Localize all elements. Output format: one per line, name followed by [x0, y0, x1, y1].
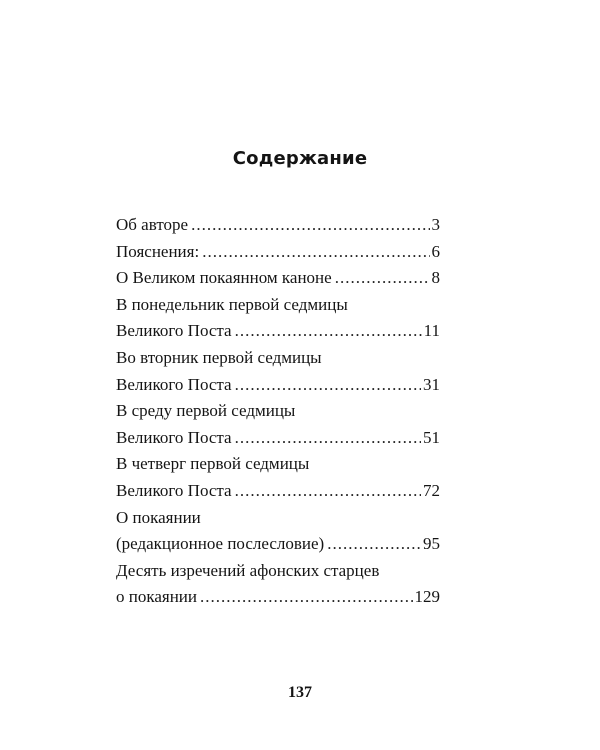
toc-entry-title-continued: Великого Поста [116, 427, 232, 447]
toc-entry-explanations [116, 239, 440, 266]
toc-entry-thursday [116, 451, 440, 504]
page-number: 137 [288, 684, 312, 701]
toc-entry-page: 3 [431, 215, 440, 234]
toc-entry-page: 11 [423, 321, 440, 341]
toc-entry-page: 95 [423, 534, 440, 554]
toc-entry-page: 72 [423, 480, 440, 500]
toc-entry-page: 31 [423, 374, 440, 394]
toc-entry-page: 6 [431, 241, 440, 261]
dot-leader [335, 265, 430, 292]
toc-entry-title-continued: о покаянии [116, 587, 198, 607]
toc-entry-great-canon [116, 265, 440, 292]
toc-entry-on-repentance [116, 505, 440, 558]
toc-entry-title-continued: Великого Поста [116, 374, 232, 394]
toc-entry-title: В понедельник первой седмицы [116, 294, 348, 314]
toc-entry-page: 129 [414, 587, 440, 607]
toc-entry-about-author [116, 212, 440, 239]
table-of-contents [116, 212, 440, 611]
toc-entry-monday [116, 292, 440, 345]
toc-entry-page: 51 [423, 427, 440, 447]
toc-entry-title-continued: (редакционное послесловие) [116, 534, 325, 554]
toc-entry-title: О покаянии [116, 507, 201, 527]
toc-entry-title: О Великом покаянном каноне [116, 268, 332, 288]
toc-entry-title: Об авторе [116, 215, 189, 234]
toc-entry-title: В среду первой седмицы [116, 401, 296, 421]
dot-leader [235, 318, 422, 345]
page-title: Содержание [232, 148, 368, 169]
toc-entry-page: 8 [431, 268, 440, 288]
toc-entry-tuesday [116, 345, 440, 398]
dot-leader [200, 584, 412, 611]
toc-entry-title: Десять изречений афонских старцев [116, 560, 380, 580]
toc-entry-wednesday [116, 398, 440, 451]
dot-leader [235, 478, 421, 505]
toc-entry-title-continued: Великого Поста [116, 321, 232, 341]
dot-leader [235, 372, 421, 399]
dot-leader [191, 212, 429, 239]
toc-entry-title: В четверг первой седмицы [116, 454, 310, 474]
toc-entry-title: Пояснения: [116, 241, 200, 261]
toc-entry-athonite-sayings [116, 558, 440, 611]
toc-entry-title: Во вторник первой седмицы [116, 347, 322, 367]
toc-entry-title-continued: Великого Поста [116, 480, 232, 500]
dot-leader [202, 239, 429, 266]
dot-leader [235, 425, 421, 452]
dot-leader [327, 531, 421, 558]
